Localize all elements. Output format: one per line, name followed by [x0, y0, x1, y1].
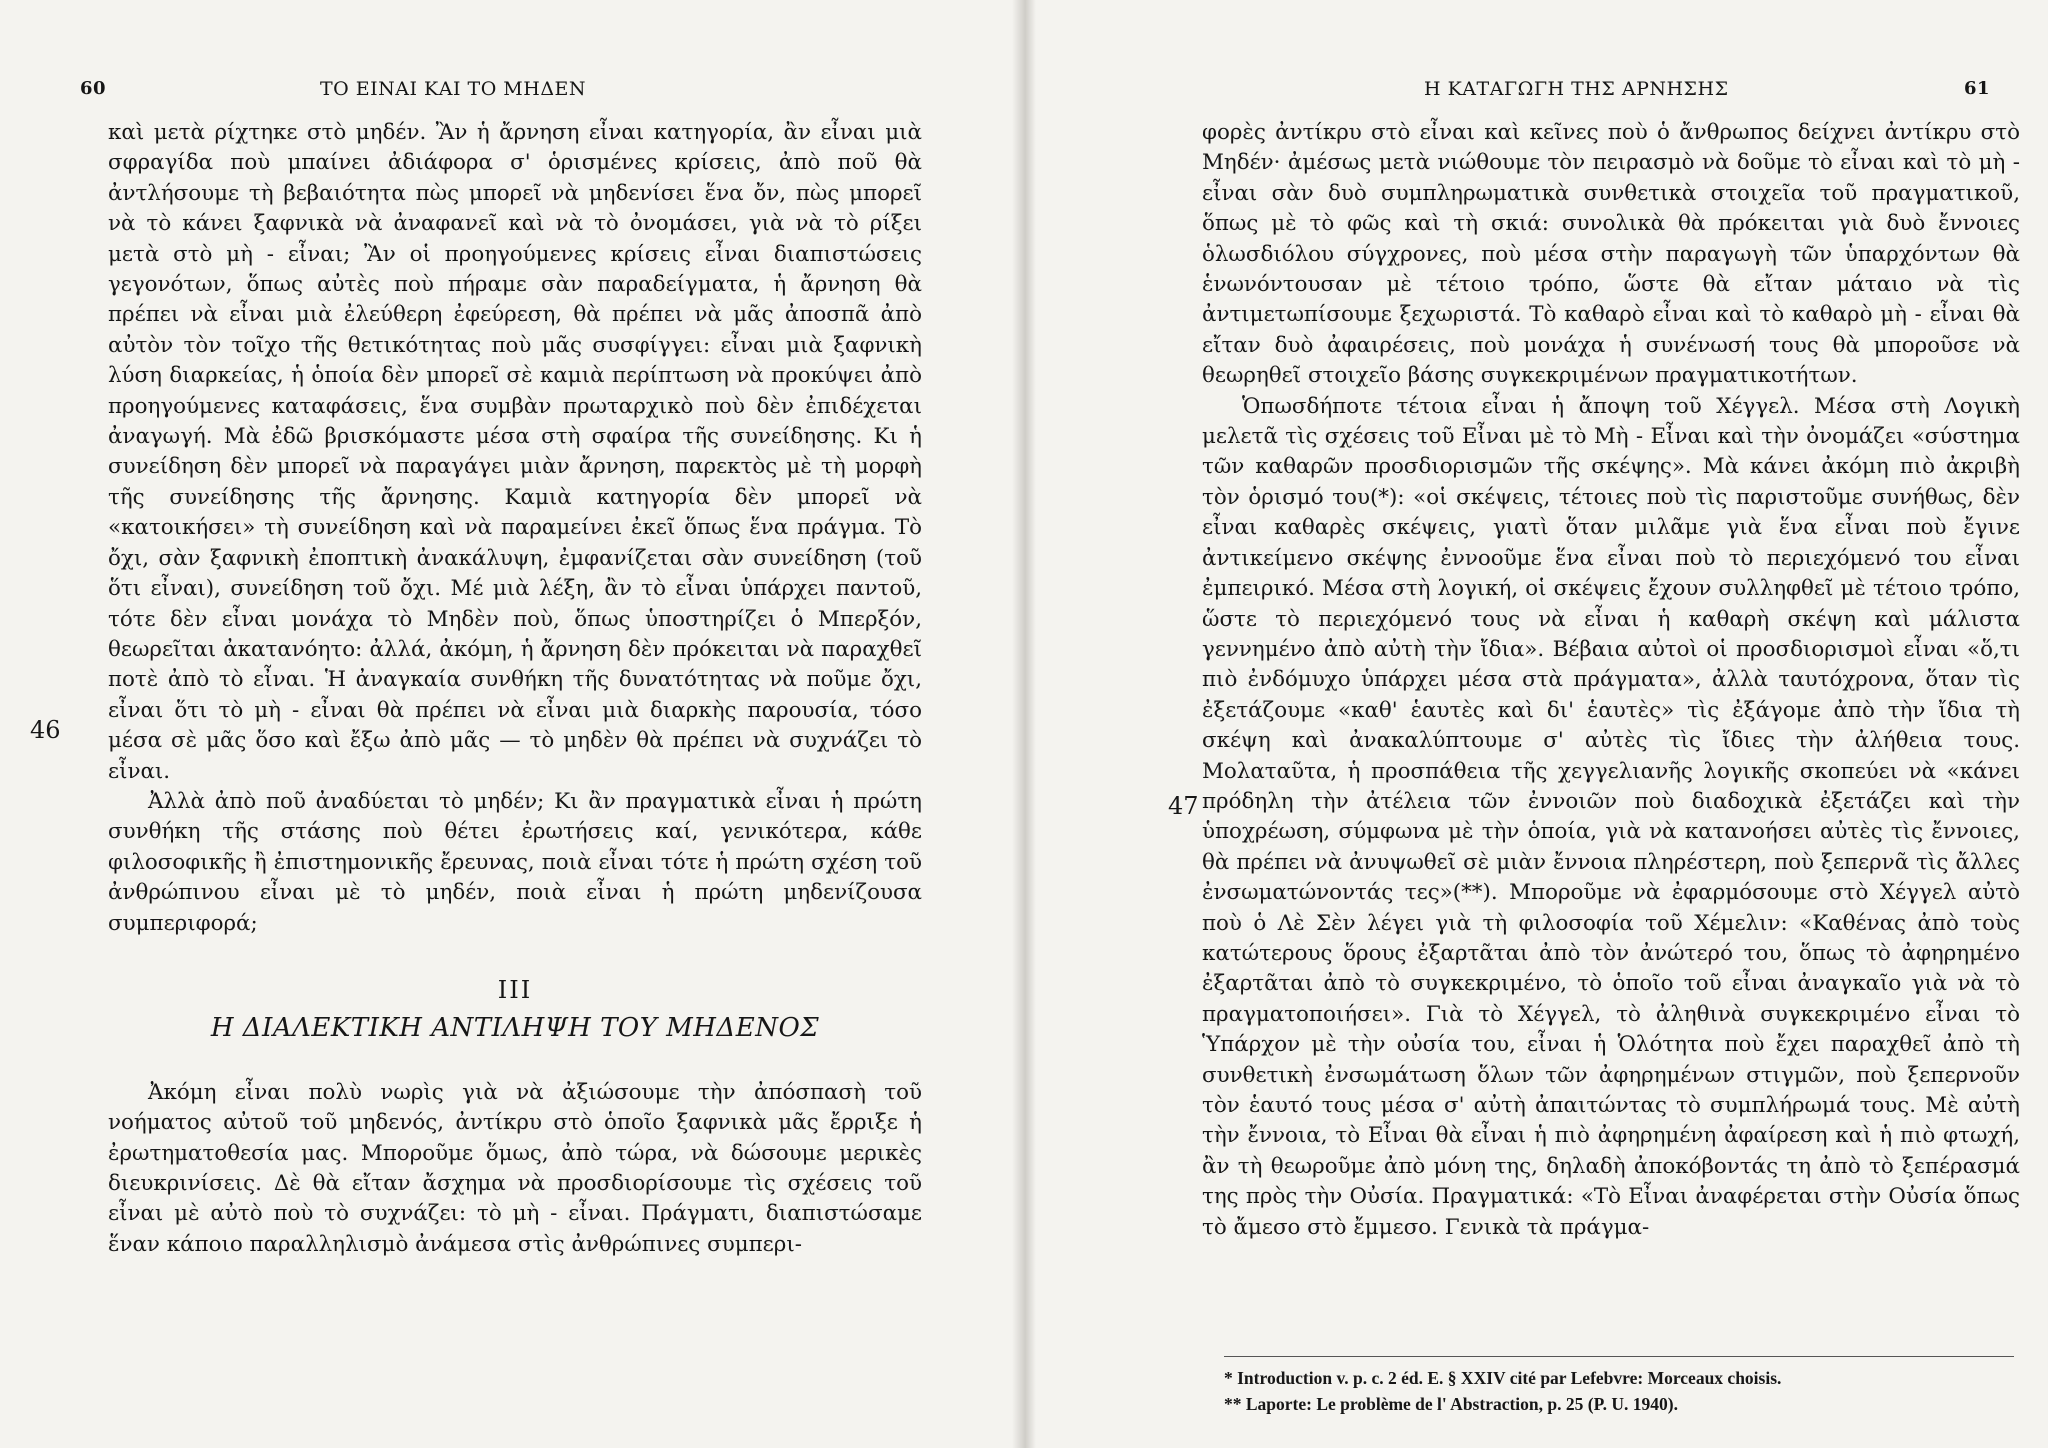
- right-paragraph-2: Ὁπωσδήποτε τέτοια εἶναι ἡ ἄποψη τοῦ Χέγγελ. Μέσα στὴ Λογικὴ μελετᾶ τὶς σχέσεις τοῦ Εἶναι μὲ τὸ Μὴ - Εἶναι καὶ τὴν ὀνομάζει «σύστημα τῶν καθαρῶν προσδιορισμῶν τῆς σκέψης». Μὰ κάνει ἀκόμη πιὸ ἀκριβὴ τὸν ὁρισμό του(*): «οἱ σκέψεις, τέτοιες ποὺ τὶς παριστοῦμε συνήθως, δὲν εἶναι καθαρὲς σκέψεις, γιατὶ ὅταν μιλᾶμε γιὰ ἕνα εἶναι ποὺ ἔγινε ἀντικείμενο σκέψης ἐννοοῦμε ἕνα εἶναι ποὺ τὸ περιεχόμενό του εἶναι ἐμπειρικό. Μέσα στὴ λογική, οἱ σκέψεις ἔχουν συλληφθεῖ μὲ τέτοιο τρόπο, ὥστε τὸ περιεχόμενό τους νὰ εἶναι ἡ καθαρὴ σκέψη καὶ μάλιστα γεννημένο ἀπὸ αὐτὴ τὴν ἴδια». Βέβαια αὐτοὶ οἱ προσδιορισμοὶ εἶναι «ὅ,τι πιὸ ἐνδόμυχο ὑπάρχει μέσα στὰ πράγματα», ἀλλὰ ταυτόχρονα, ὅταν τὶς ἐξετάζουμε «καθ' ἑαυτὲς καὶ δι' ἑαυτὲς» τὶς ἐξάγομε ἀπὸ τὴν ἴδια τὴ σκέψη καὶ ἀνακαλύπτουμε σ' αὐτὲς τὶς ἴδιες τὴν ἀλήθεια τους. Μολαταῦτα, ἡ προσπάθεια τῆς χεγγελιανῆς λογικῆς σκοπεύει νὰ «κάνει πρόδηλη τὴν ἀτέλεια τῶν ἐννοιῶν ποὺ διαδοχικὰ ἐξετάζει καὶ τὴν ὑποχρέωση, σύμφωνα μὲ τὴν ὁποία, γιὰ νὰ κατανοήσει αὐτὲς τὶς ἔννοιες, θὰ πρέπει νὰ ἀνυψωθεῖ σὲ μιὰν ἔννοια πληρέστερη, ποὺ ξεπερνᾶ τὶς ἄλλες ἐνσωματώνοντάς τες»(**). Μποροῦμε νὰ ἐφαρμόσουμε στὸ Χέγγελ αὐτὸ ποὺ ὁ Λὲ Σὲν λέγει γιὰ τὴ φιλοσοφία τοῦ Χέμελιν: «Καθένας ἀπὸ τοὺς κατώτερους ὅρους ἐξαρτᾶται ἀπὸ τὸν ἀνώτερό του, ὅπως τὸ ἀφηρημένο ἐξαρτᾶται ἀπὸ τὸ συγκεκριμένο, τὸ ὁποῖο τοῦ εἶναι ἀναγκαῖο γιὰ νὰ τὸ πραγματοποιήσει». Γιὰ τὸ Χέγγελ, τὸ ἀληθινὰ συγκεκριμένο εἶναι τὸ Ὑπάρχον μὲ τὴν οὐσία του, εἶναι ἡ Ὁλότητα ποὺ ἔχει παραχθεῖ ἀπὸ τὴ συνθετικὴ ἐνσωμάτωση ὅλων τῶν ἀφηρημένων στιγμῶν, ποὺ ξεπερνοῦν τὸν ἑαυτό τους μέσα σ' αὐτὴ ἀπαιτώντας τὸ συμπλήρωμά τους. Μὲ αὐτὴ τὴν ἔννοια, τὸ Εἶναι θὰ εἶναι ἡ πιὸ ἀφηρημένη ἀφαίρεση καὶ ἡ πιὸ φτωχή, ἂν τὴ θεωροῦμε ἀπὸ μόνη της, δηλαδὴ ἀποκόβοντάς τη ἀπὸ τὸ ξεπέρασμά της πρὸς τὴν Οὐσία. Πραγματικά: «Τὸ Εἶναι ἀναφέρεται στὴν Οὐσία ὅπως τὸ ἄμεσο στὸ ἔμμεσο. Γενικὰ τὰ πράγμα-: [1202, 393, 2020, 1240]
- right-body-text: [1202, 118, 2020, 1243]
- left-margin-note: 46: [30, 716, 61, 744]
- left-paragraph-3: Ἀκόμη εἶναι πολὺ νωρὶς γιὰ νὰ ἀξιώσουμε τὴν ἀπόσπασὴ τοῦ νοήματος αὐτοῦ τοῦ μηδενός, ἀντίκρυ στὸ ὁποῖο ξαφνικὰ μᾶς ἔρριξε ἡ ἐρωτηματοθεσία μας. Μποροῦμε ὅμως, ἀπὸ τώρα, νὰ δώσουμε μερικὲς διευκρινίσεις. Δὲ θὰ εἴταν ἄσχημα νὰ προσδιορίσουμε τὶς σχέσεις τοῦ εἶναι μὲ αὐτὸ ποὺ τὸ συχνάζει: τὸ μὴ - εἶναι. Πράγματι, διαπιστώσαμε ἕναν κάποιο παραλληλισμὸ ἀνάμεσα στὶς ἀνθρώπινες συμπερι-: [108, 1079, 922, 1257]
- book-gutter: [1012, 0, 1036, 1448]
- footnote-2: ** Laporte: Le problème de l' Abstraction, p. 25 (P. U. 1940).: [1224, 1394, 1679, 1414]
- left-page-number: 60: [80, 78, 107, 99]
- left-paragraph-2: Ἀλλὰ ἀπὸ ποῦ ἀναδύεται τὸ μηδέν; Κι ἂν πραγματικὰ εἶναι ἡ πρώτη συνθήκη τῆς στάσης ποὺ θέτει ἐρωτήσεις καί, γενικότερα, κάθε φιλοσοφικῆς ἢ ἐπιστημονικῆς ἔρευνας, ποιὰ εἶναι τότε ἡ πρώτη σχέση τοῦ ἀνθρώπινου εἶναι μὲ τὸ μηδέν, ποιὰ εἶναι ἡ πρώτη μηδενίζουσα συμπεριφορά;: [108, 788, 922, 936]
- footnote-1: * Introduction v. p. c. 2 éd. E. § XXIV cité par Lefebvre: Morceaux choisis.: [1224, 1368, 1782, 1388]
- section-title: Η ΔΙΑΛΕΚΤΙΚΗ ΑΝΤΙΛΗΨΗ ΤΟΥ ΜΗΔΕΝΟΣ: [210, 1013, 820, 1044]
- right-page-number: 61: [1964, 78, 1991, 99]
- left-body-text: [108, 118, 922, 1260]
- right-page: [1026, 0, 2048, 1448]
- left-paragraph-1: καὶ μετὰ ρίχτηκε στὸ μηδέν. Ἂν ἡ ἄρνηση εἶναι κατηγορία, ἂν εἶναι μιὰ σφραγίδα ποὺ μπαίνει ἀδιάφορα σ' ὁρισμένες κρίσεις, ἀπὸ ποῦ θὰ ἀντλήσουμε τὴ βεβαιότητα πὼς μπορεῖ νὰ μηδενίσει ἕνα ὄν, πὼς μπορεῖ νὰ τὸ κάνει ξαφνικὰ νὰ ἀναφανεῖ καὶ νὰ τὸ ὀνομάσει, γιὰ νὰ τὸ ρίξει μετὰ στὸ μὴ - εἶναι; Ἂν οἱ προηγούμενες κρίσεις εἶναι διαπιστώσεις γεγονότων, ὅπως αὐτὲς ποὺ πήραμε σὰν παραδείγματα, ἡ ἄρνηση θὰ πρέπει νὰ εἶναι μιὰ ἐλεύθερη ἐφεύρεση, θὰ πρέπει νὰ μᾶς ἀποσπᾶ ἀπὸ αὐτὸν τὸν τοῖχο τῆς θετικότητας ποὺ μᾶς συσφίγγει: εἶναι μιὰ ξαφνικὴ λύση διαρκείας, ἡ ὁποία δὲν μπορεῖ σὲ καμιὰ περίπτωση νὰ προκύψει ἀπὸ προηγούμενες καταφάσεις, ἕνα συμβὰν πρωταρχικὸ ποὺ δὲν ἐπιδέχεται ἀναγωγή. Μὰ ἐδῶ βρισκόμαστε μέσα στὴ σφαίρα τῆς συνείδησης. Κι ἡ συνείδηση δὲν μπορεῖ νὰ παραγάγει μιὰν ἄρνηση, παρεκτὸς μὲ τὴ μορφὴ τῆς συνείδησης τῆς ἄρνησης. Καμιὰ κατηγορία δὲν μπορεῖ νὰ «κατοικήσει» τὴ συνείδηση καὶ νὰ παραμείνει ἐκεῖ ὅπως ἕνα πράγμα. Τὸ ὄχι, σὰν ξαφνικὴ ἐποπτικὴ ἀνακάλυψη, ἐμφανίζεται σὰν συνείδηση (τοῦ ὅτι εἶναι), συνείδηση τοῦ ὄχι. Μέ μιὰ λέξη, ἂν τὸ εἶναι ὑπάρχει παντοῦ, τότε δὲν εἶναι μονάχα τὸ Μηδὲν ποὺ, ὅπως ὑποστηρίζει ὁ Μπερξόν, θεωρεῖται ἀκατανόητο: ἀλλά, ἀκόμη, ἡ ἄρνηση δὲν πρόκειται νὰ παραχθεῖ ποτὲ ἀπὸ τὸ εἶναι. Ἡ ἀναγκαία συνθήκη τῆς δυνατότητας νὰ ποῦμε ὄχι, εἶναι ὅτι τὸ μὴ - εἶναι θὰ πρέπει νὰ εἶναι μιὰ διαρκὴς παρουσία, τόσο μέσα σὲ μᾶς ὅσο καὶ ἔξω ἀπὸ μᾶς — τὸ μηδὲν θὰ πρέπει νὰ συχνάζει τὸ εἶναι.: [108, 120, 922, 784]
- left-page: [0, 0, 1022, 1448]
- right-paragraph-1: φορὲς ἀντίκρυ στὸ εἶναι καὶ κεῖνες ποὺ ὁ ἄνθρωπος δείχνει ἀντίκρυ στὸ Μηδέν· ἀμέσως μετὰ νιώθουμε τὸν πειρασμὸ νὰ δοῦμε τὸ εἶναι καὶ τὸ μὴ - εἶναι σὰν δυὸ συμπληρωματικὰ συνθετικὰ στοιχεῖα τοῦ πραγματικοῦ, ὅπως μὲ τὸ φῶς καὶ τὴ σκιά: συνολικὰ θὰ πρόκειται γιὰ δυὸ ἔννοιες ὁλωσδιόλου σύγχρονες, ποὺ μέσα στὴν παραγωγὴ τῶν ὑπαρχόντων θὰ ἑνωνόντουσαν μὲ τέτοιο τρόπο, ὥστε θὰ εἴταν μάταιο νὰ τὶς ἀντιμετωπίσουμε ξεχωριστά. Τὸ καθαρὸ εἶναι καὶ τὸ καθαρὸ μὴ - εἶναι θὰ εἴταν δυὸ ἀφαιρέσεις, ποὺ μονάχα ἡ συνένωσή τους θὰ μποροῦσε νὰ θεωρηθεῖ στοιχεῖο βάσης συγκεκριμένων πραγματικοτήτων.: [1202, 120, 2020, 389]
- left-running-header: ΤΟ ΕΙΝΑΙ ΚΑΙ ΤΟ ΜΗΔΕΝ: [320, 78, 587, 100]
- right-running-header: Η ΚΑΤΑΓΩΓΗ ΤΗΣ ΑΡΝΗΣΗΣ: [1424, 78, 1729, 100]
- right-margin-note: 47: [1168, 792, 1199, 820]
- section-number: III: [497, 975, 533, 1004]
- footnotes: [1224, 1356, 2014, 1417]
